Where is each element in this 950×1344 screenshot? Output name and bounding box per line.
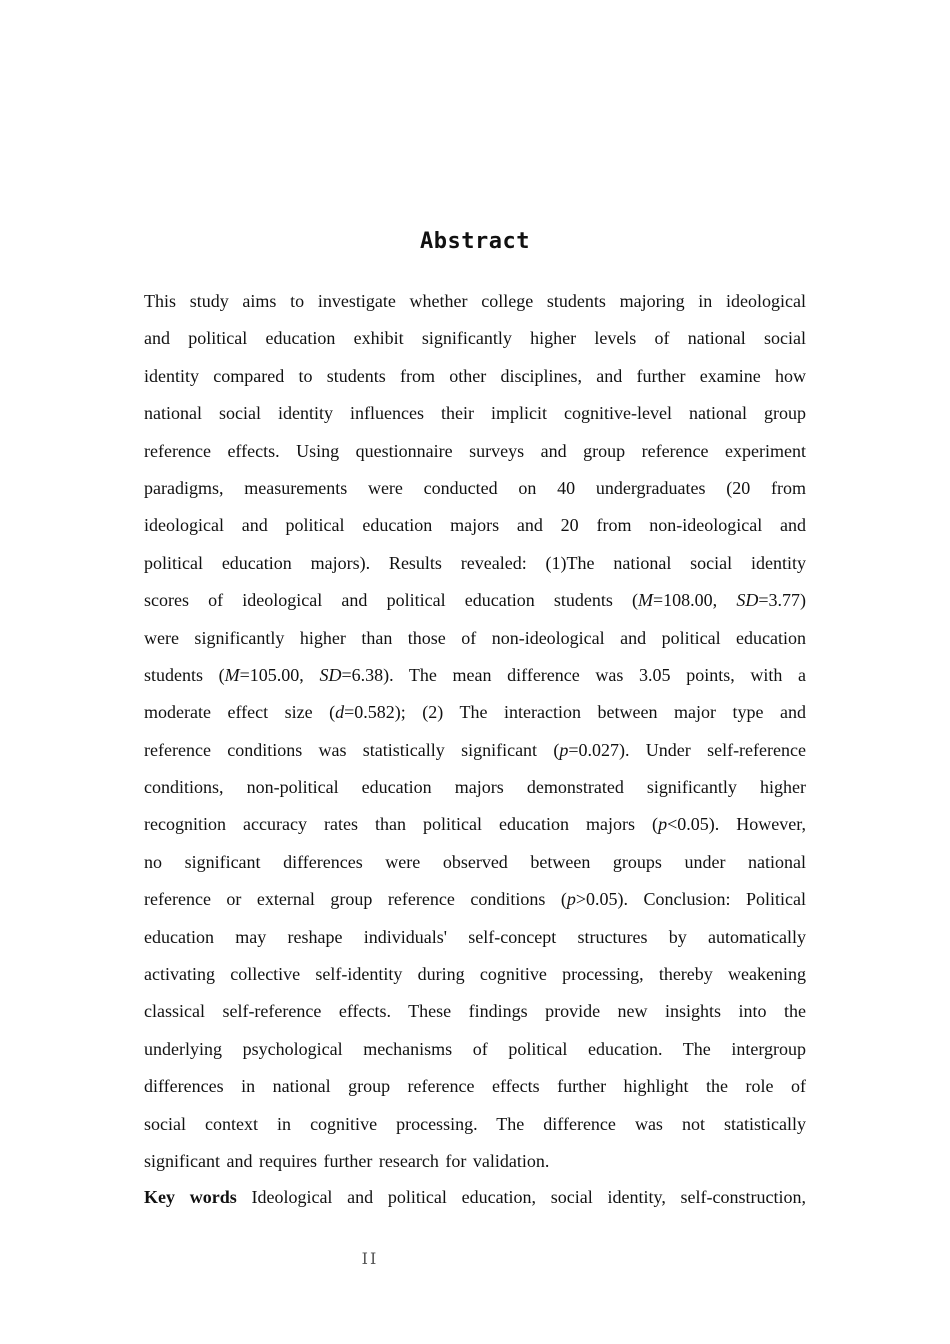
abstract-line: identity compared to students from other disciplines, and further examine how — [144, 365, 806, 386]
italic-symbol: p — [658, 814, 668, 835]
keywords-label: Key words — [144, 1187, 237, 1207]
abstract-line: classical self-reference effects. These findings provide new insights into the — [144, 1001, 806, 1022]
italic-symbol: SD — [319, 664, 342, 685]
abstract-line: significant and requires further research for validation. — [144, 1150, 550, 1171]
abstract-line: national social identity influences their implicit cognitive-level national group — [144, 403, 806, 424]
abstract-line: underlying psychological mechanisms of political education. The intergroup — [144, 1038, 806, 1059]
abstract-line: differences in national group reference effects further highlight the role of — [144, 1076, 806, 1097]
italic-symbol: SD — [736, 590, 759, 611]
abstract-line: social context in cognitive processing. The difference was not statistically — [144, 1113, 806, 1134]
italic-symbol: M — [224, 664, 240, 685]
abstract-line: reference conditions was statistically significant (p=0.027). Under self-reference — [144, 739, 806, 760]
italic-symbol: M — [638, 590, 654, 611]
abstract-line: activating collective self-identity during cognitive processing, thereby weakening — [144, 964, 806, 985]
abstract-line: education may reshape individuals' self-concept structures by automatically — [144, 926, 806, 947]
abstract-line: paradigms, measurements were conducted on 40 undergraduates (20 from — [144, 477, 806, 498]
abstract-line: This study aims to investigate whether college students majoring in ideological — [144, 291, 806, 311]
abstract-line: political education majors). Results revealed: (1)The national social identity — [144, 552, 806, 573]
abstract-line: recognition accuracy rates than political education majors (p<0.05). However, — [144, 814, 806, 835]
abstract-line: reference or external group reference conditions (p>0.05). Conclusion: Political — [144, 889, 806, 910]
keywords-text: Ideological and political education, social identity, self-construction, — [251, 1187, 807, 1207]
keywords-line — [144, 1179, 806, 1216]
abstract-line: scores of ideological and political education students (M=108.00, SD=3.77) — [144, 590, 807, 611]
abstract-body — [144, 283, 806, 1180]
italic-symbol: p — [559, 739, 569, 760]
abstract-line: and political education exhibit significantly higher levels of national social — [144, 328, 806, 349]
abstract-line: reference effects. Using questionnaire surveys and group reference experiment — [144, 440, 806, 461]
abstract-line: moderate effect size (d=0.582); (2) The interaction between major type and — [144, 702, 806, 723]
page-number: II — [361, 1249, 379, 1268]
italic-symbol: p — [566, 889, 576, 910]
abstract-line: were significantly higher than those of non-ideological and political education — [144, 627, 806, 648]
abstract-line: conditions, non-political education majors demonstrated significantly higher — [144, 777, 806, 798]
italic-symbol: d — [335, 702, 345, 723]
abstract-line: ideological and political education majors and 20 from non-ideological and — [144, 515, 806, 536]
abstract-line: no significant differences were observed between groups under national — [144, 851, 806, 872]
abstract-title: Abstract — [420, 229, 530, 254]
abstract-line: students (M=105.00, SD=6.38). The mean difference was 3.05 points, with a — [144, 664, 806, 685]
